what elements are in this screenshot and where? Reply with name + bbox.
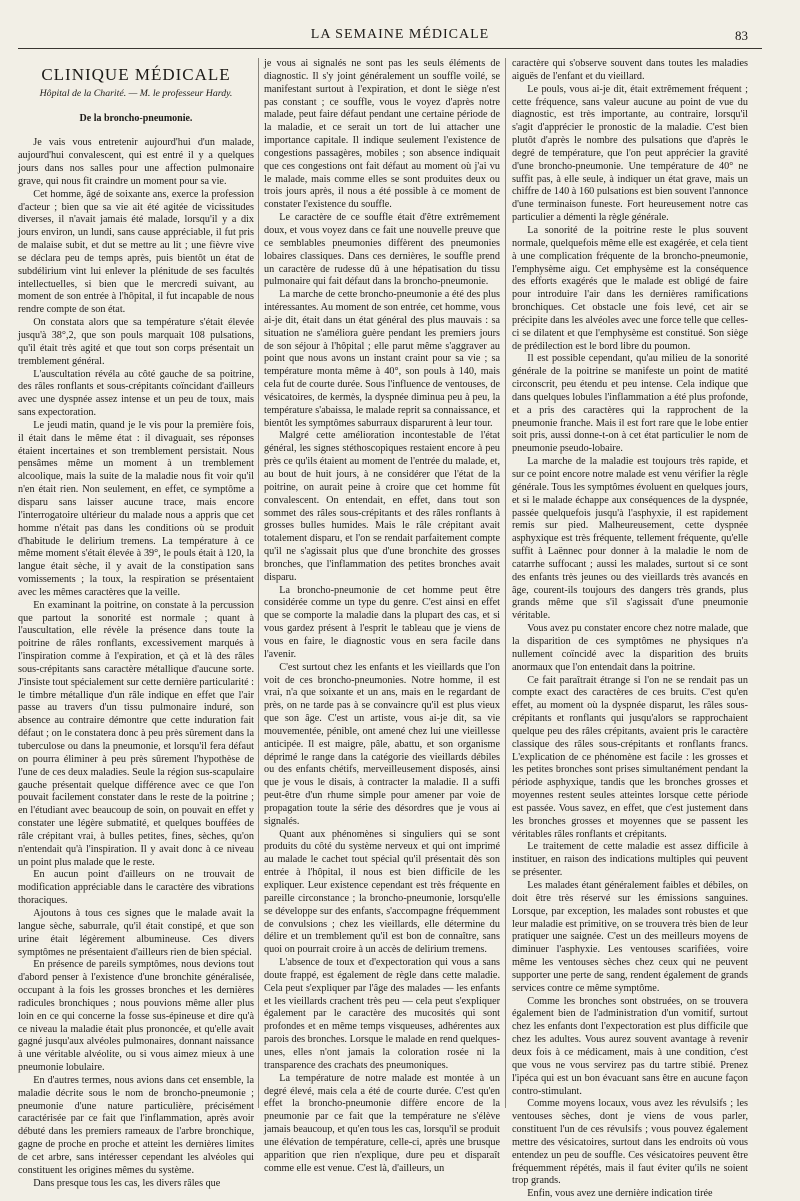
paragraph: En aucun point d'ailleurs on ne trouvait de modification appréciable dans le caractère des vibrations thoraciques.	[18, 869, 254, 907]
paragraph: Le jeudi matin, quand je le vis pour la première fois, il était dans le même état : il divaguait, ses réponses étaient incertaines et son tremblement persistait. Nous pensâmes même un moment à un tremblement alcoolique, mais la suite de la maladie nous fit voir qu'il n'en était rien. Non seulement, en effet, ce symptôme a disparu sans laisser aucune trace, mais encore l'interrogatoire ultérieur du malade nous a appris que cet homme n'était pas dans les conditions où se produit d'habitude le delirium tremens. La température à ce même moment s'était élevée à 39°, le pouls était à 120, la langue était sèche, il y avait de la constipation sans vomissements ; la toux, la respiration se présentaient avec les mêmes caractères que la veille.	[18, 419, 254, 598]
paragraph: La sonorité de la poitrine reste le plus souvent normale, quelquefois même elle est exagérée, et cela tient à une complication fréquente de la broncho-pneumonie, l'emphysème aigu. Cet emphysème est la conséquence des efforts exagérés que le malade est obligé de faire pour introduire l'air dans les dernières ramifications bronchiques. Cet obstacle une fois levé, cet air se précipite dans les alvéoles avec une force telle que celles-ci se dilatent et que l'emphysème est constitué. Son siège de prédilection est le bord libre du poumon.	[512, 224, 748, 352]
paragraph: Cet homme, âgé de soixante ans, exerce la profession d'acteur ; bien que sa vie ait été agitée de vicissitudes diverses, il n'avait jamais été malade, lorsqu'il y a dix jours environ, un lundi, sans cause appréciable, il fut pris de malaise subit, et dut se mettre au lit ; une fièvre vive se déclara peu de temps après, puis bientôt un état de subdélirium vint lui enlever la plénitude de ses facultés intellectuelles, si bien que le mercredi suivant, au moment de son entrée à l'hôpital, il fut incapable de nous rendre compte de son état.	[18, 188, 254, 316]
section-byline: Hôpital de la Charité. — M. le professeur Hardy.	[39, 88, 233, 100]
paragraph: Malgré cette amélioration incontestable de l'état général, les signes stéthoscopiques restaient encore à peu près ce qu'ils étaient au moment de l'entrée du malade, et, au bout de huit jours, à ne considérer que l'état de la poitrine, on aurait peine à croire que cet homme fût convalescent. On entendait, en effet, dans tout son sommet des râles sous-crépitants et des râles ronflants à grosses bulles humides. Mais le râle crépitant avait totalement disparu, et l'on se rendait parfaitement compte qu'il ne s'agissait plus que d'une bronchite des grosses bronches, que l'inflammation des petites bronches avait disparu.	[264, 430, 500, 583]
page-number: 83	[735, 28, 748, 43]
paragraph: La marche de la maladie est toujours très rapide, et sur ce point encore notre malade est venu vérifier la règle générale. Tous les symptômes évoluent en quelques jours, et si le malade échappe aux conséquences de la dyspnée, passée quelquefois jusqu'à l'asphyxie, il est rapidement remis sur pied. Malheureusement, cette dyspnée asphyxique est très fréquente, tellement fréquente, qu'elle suffit à Laënnec pour donner à la maladie le nom de catarrhe suffocant ; aussi les malades, surtout si ce sont des enfants très jeunes ou des vieillards très avancés en âge, courent-ils toujours des dangers très grands, plus grands même que s'il s'agissait d'une pneumonie véritable.	[512, 456, 748, 622]
paragraph: caractère qui s'observe souvent dans toutes les maladies aiguës de l'enfant et du vieillard.	[512, 58, 748, 82]
running-header-title: LA SEMAINE MÉDICALE	[310, 27, 490, 42]
paragraph: Le traitement de cette maladie est assez difficile à instituer, en raison des indications multiples qui peuvent se présenter.	[512, 841, 748, 879]
paragraph: En présence de pareils symptômes, nous devions tout d'abord penser à l'existence d'une bronchite généralisée, occupant à la fois les grosses bronches et les dernières radicules bronchiques ; nous pouvions même aller plus loin en ce qui concerne la fosse sus-épineuse et dire qu'à ce niveau la maladie était plus prononcée, et qu'elle avait gagné jusqu'aux alvéoles pulmonaires, donnant naissance à une véritable alvéolite, ou si vous aimez mieux à une pneumonie lobulaire.	[18, 959, 254, 1074]
column-divider	[505, 58, 506, 1108]
paragraph: Comme les bronches sont obstruées, on se trouvera également bien de l'administration d'un vomitif, surtout chez les enfants dont l'expectoration est plus difficile que chez les adultes. Vous aurez souvent avantage à revenir deux fois à ce médicament, mais à une condition, c'est que vous ne vous servirez pas du tartre stibié. Prenez l'ipéca qui est un bon évacuant sans être en aucune façon contro-stimulant.	[512, 995, 748, 1097]
header-rule	[18, 48, 762, 49]
paragraph: La marche de cette broncho-pneumonie a été des plus intéressantes. Au moment de son entrée, cet homme, vous ai-je dit, était dans un état général des plus mauvais : sa situation ne s'améliora guère pendant les premiers jours de son séjour à l'hôpital ; elle parut même s'aggraver au point que nous avons un instant craint pour sa vie ; sa température monta même à 40°, son pouls à 140, mais cela fut de courte durée. Sous l'influence de ventouses, de vésicatoires, de kermès, la dyspnée diminua peu à peu, la température s'abaissa, le malade reprit sa connaissance, et bientôt les symptômes saburraux disparurent à leur tour.	[264, 289, 500, 429]
paragraph: La température de notre malade est montée à un degré élevé, mais cela a été de courte durée. C'est qu'en effet la broncho-pneumonie diffère encore de la pneumonie par ce fait que la température ne s'élève jamais beaucoup, et qu'en tous les cas, lorsqu'il se produit une élévation de température, celle-ci, après une brusque apparition que rien n'explique, dure peu et disparaît comme elle est venue. C'est là, d'ailleurs, un	[264, 1072, 500, 1174]
paragraph: Le caractère de ce souffle était d'être extrêmement doux, et vous voyez dans ce fait une nouvelle preuve que ce semblables pneumonies diffèrent des pneumonies lobaires classiques. Dans ces dernières, le souffle prend un caractère de rudesse dû à une hépatisation du tissu pulmonaire qui fait défaut dans la broncho-pneumonie.	[264, 212, 500, 288]
paragraph: Le pouls, vous ai-je dit, était extrêmement fréquent ; cette fréquence, sans valeur aucune au point de vue du diagnostic, est très importante, au contraire, lorsqu'il s'agit d'apprécier le pronostic de la maladie. C'est bien plutôt d'après le nombre des pulsations que d'après le degré de température, que l'on peut apprécier la gravité d'une broncho-pneumonie. Une température de 40° ne suffit pas, à elle seule, à indiquer un état grave, mais un chiffre de 140 à 160 pulsations est bien souvent l'annonce d'une terminaison funeste. Fort heureusement notre cas particulier a démenti la règle générale.	[512, 83, 748, 224]
paragraph: En examinant la poitrine, on constate à la percussion que partout la sonorité est normale ; quant à l'auscultation, elle révèle la présence dans toute la poitrine de râles ronflants, excessivement marqués à l'inspiration comme à l'expiration, et çà et là des râles sous-crépitants sans caractère métallique d'aucune sorte. J'insiste tout spécialement sur cette dernière particularité : le timbre métallique d'un râle indique en effet que l'air passe au travers d'un tissu pulmonaire induré, son absence au contraire démontre que cette induration fait défaut ; on le constatera donc à peu près sûrement dans la tuberculose ou dans la pneumonie, et lorsqu'il fera défaut on pourra éliminer à peu près sûrement l'hypothèse de l'une de ces deux maladies. Seule la région sus-scapulaire gauche présentait quelque différence avec ce que l'on pouvait facilement constater dans le reste de la poitrine ; en l'étudiant avec beaucoup de soin, on pouvait en effet y constater une légère submatité, et quelques bouffées de râle crépitant vrai, à bulles petites, fines, sèches, qu'on n'entendait qu'à l'inspiration. Il y avait donc à ce niveau un point plus malade que le reste.	[18, 599, 254, 868]
paragraph: Dans presque tous les cas, les divers râles que	[33, 1177, 221, 1189]
paragraph: L'auscultation révéla au côté gauche de sa poitrine, des râles ronflants et sous-crépitants coïncidant d'ailleurs avec une dyspnée assez intense et un peu de toux, mais sans expectoration.	[18, 368, 254, 419]
paragraph: Ajoutons à tous ces signes que le malade avait la langue sèche, saburrale, qu'il était constipé, et que son urine était légèrement albumineuse. Ces divers symptômes ne présentaient d'ailleurs rien de bien spécial.	[18, 907, 254, 958]
subsection-title: De la broncho-pneumonie.	[79, 112, 193, 124]
text-column-3	[512, 58, 748, 1200]
paragraph: C'est surtout chez les enfants et les vieillards que l'on voit de ces broncho-pneumonies. Notre homme, il est vrai, n'a que soixante et un ans, mais en le regardant de près, on ne tarde pas à se convaincre qu'il est plus vieux que son âge. C'est un artiste, vous ai-je dit, sa vie mouvementée, pénible, ont amené chez lui une vieillesse anticipée. Il est maigre, pâle, abattu, et son organisme déprimé le range dans la catégorie des vieillards débiles ou des enfants chétifs, merveilleusement disposés, ainsi que je vous le disais, à contracter la maladie. Il a suffi peut-être d'un rhume simple pour amener par voie de propagation toute la série des désordres que je vous ai signalés.	[264, 661, 500, 827]
paragraph: L'absence de toux et d'expectoration qui vous a sans doute frappé, est également de règle dans cette maladie. Cela peut s'expliquer par l'âge des malades — les enfants et les vieillards crachent très peu — cela peut s'expliquer également par le caractère des mucosités qui sont profondes et en même temps visqueuses, adhérentes aux parois des bronches. Lorsque le malade en rend quelques-unes, elles n'ont jamais la coloration rosée ni la transparence des crachats des pneumoniques.	[264, 957, 500, 1071]
text-column-1	[18, 58, 254, 1189]
paragraph: Comme moyens locaux, vous avez les révulsifs ; les ventouses sèches, dont je viens de vous parler, constituent l'un de ces révulsifs ; vous pouvez également mettre des vésicatoires, surtout dans les endroits où vous entendez un peu de souffle. Ces vésicatoires peuvent être fréquemment répétés, mais il faut éviter qu'ils ne soient trop grands.	[512, 1098, 748, 1187]
paragraph: En d'autres termes, nous avions dans cet ensemble, la maladie décrite sous le nom de broncho-pneumonie ; pneumonie d'une nature particulière, précisément caractérisée par ce fait que l'inflammation, après avoir débuté dans les premiers rameaux de l'arbre bronchique, gagne de proche en proche et atteint les dernières limites de cet arbre, sans intéresser cependant les alvéoles qui constituent les origines mêmes du système.	[18, 1074, 254, 1176]
column-divider	[258, 58, 259, 1108]
paragraph: On constata alors que sa température s'était élevée jusqu'à 38°,2, que son pouls marquait 108 pulsations, qu'il était très agité et que tout son corps présentait un tremblement général.	[18, 317, 254, 367]
paragraph: Les malades étant généralement faibles et débiles, on doit être très réservé sur les émissions sanguines. Lorsque, par exception, les malades sont robustes et que leur maladie est primitive, on se trouvera très bien de leur pratiquer une saignée. C'est un des meilleurs moyens de diminuer l'asphyxie. Les ventouses scarifiées, voire même les ventouses sèches chez ceux qui ne peuvent supporter une perte de sang, rendent également de grands services contre ce même symptôme.	[512, 880, 748, 994]
section-title: CLINIQUE MÉDICALE	[41, 65, 231, 84]
paragraph: Quant aux phénomènes si singuliers qui se sont produits du côté du système nerveux et qui ont imprimé au malade le cachet tout spécial qu'il présentait dès son entrée à l'hôpital, il nous est bien difficile de les expliquer. Leur existence cependant est très fréquente en pareille circonstance ; la broncho-pneumonie, lorsqu'elle se développe sur des enfants, s'accompagne fréquemment de convulsions ; chez les vieillards, elle détermine du délire et un tremblement qu'il est bon de connaître, sans quoi on pourrait croire à un accès de delirium tremens.	[264, 828, 500, 956]
paragraph: Enfin, vous avez une dernière indication tirée	[527, 1188, 713, 1200]
paragraph: La broncho-pneumonie de cet homme peut être considérée comme un type du genre. C'est ainsi en effet que se comporte la maladie dans la plupart des cas, et si vous gardez présent à l'esprit le tableau que je viens de vous en faire, le diagnostic vous en sera facile dans l'avenir.	[264, 584, 500, 660]
text-column-2	[264, 58, 500, 1174]
paragraph: Il est possible cependant, qu'au milieu de la sonorité générale de la poitrine se manifeste un point de matité circonscrit, peu étendu et peu intense. Cela indique que dans quelques lobules l'inflammation a été plus profonde, et a pris des caractères qui la rapprochent de la pneumonie franche. Mais il est fort rare que le lobe entier soit pris, aussi donne-t-on à cet état particulier le nom de pneumonie pseudo-lobaire.	[512, 353, 748, 455]
paragraph: Ce fait paraîtrait étrange si l'on ne se rendait pas un compte exact des caractères de ces bruits. C'est qu'en effet, au moment où la dyspnée disparut, les râles sous-crépitants et ronflants qui jusqu'alors se rapprochaient quelque peu des râles crépitants, avaient pris le caractère classique des râles sous-crépitants et ronflants francs. L'explication de ce phénomène est facile : les grosses et les petites bronches sont prises simultanément pendant la période asphyxique, tandis que les bronches grosses et moyennes restent seules atteintes lorsque cette période est passée. Vous savez, en effet, que c'est justement dans les bronches grosses et moyennes que se passent les véritables râles ronflants et crépitants.	[512, 674, 748, 840]
paragraph: Je vais vous entretenir aujourd'hui d'un malade, aujourd'hui convalescent, qui est entré il y a quelques jours dans nos salles pour une affection pulmonaire grave, qui nous fit craindre un moment pour sa vie.	[18, 137, 254, 187]
paragraph: Vous avez pu constater encore chez notre malade, que la disparition de ces symptômes ne physiques n'a nullement coïncidé avec la disparition des bruits anormaux que l'on entendait dans la poitrine.	[512, 623, 748, 673]
paragraph: je vous ai signalés ne sont pas les seuls éléments de diagnostic. Il s'y joint généralement un souffle voilé, se manifestant surtout à l'expiration, et dont le siège n'est pas constant ; ce souffle, vous le voyez d'après notre malade, peut faire défaut pendant une certaine période de la maladie, et ce serait un tort de lui attacher une importance capitale. Il indique seulement l'existence de congestions passagères, mobiles ; son absence indiquait que ces congestions ont fait défaut au moment où j'ai vu le malade, mais comme elles se sont produites deux ou trois jours après, il nous a été possible à ce moment de constater l'existence du souffle.	[264, 58, 500, 211]
